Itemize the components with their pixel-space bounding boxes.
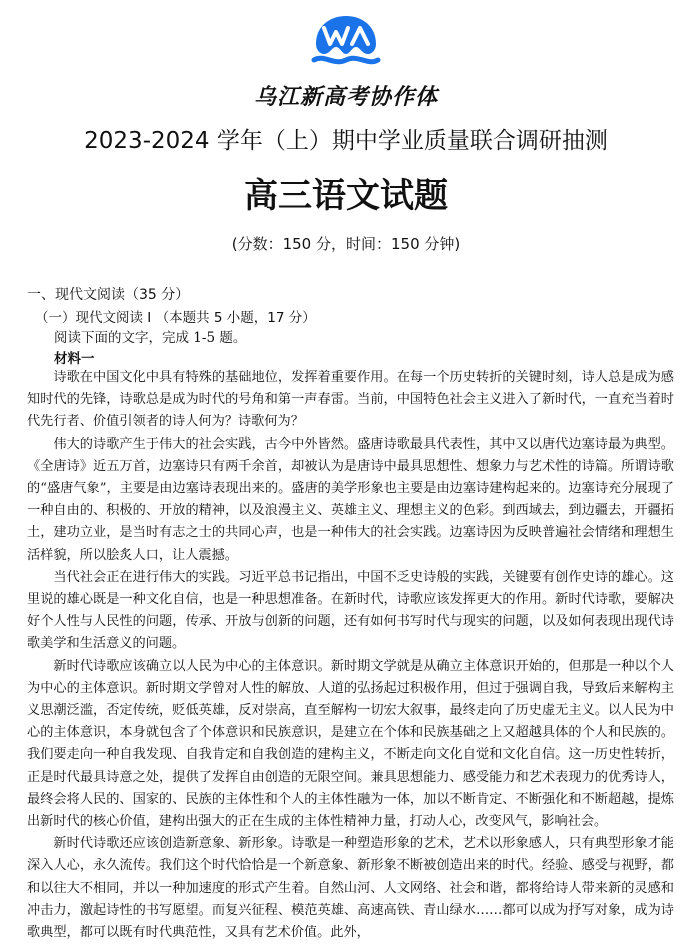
passage	[27, 367, 674, 944]
wujiang-logo-icon	[310, 14, 382, 74]
exam-title: 2023-2024 学年（上）期中学业质量联合调研抽测	[84, 128, 608, 154]
instruction: 阅读下面的文字，完成 1-5 题。	[54, 330, 247, 346]
paragraph: 新时代诗歌应该确立以人民为中心的主体意识。新时期文学就是从确立主体意识开始的，但那是一种以个人为中心的主体意识。新时期文学曾对人性的解放、人道的弘扬起过积极作用，但过于强调自我，导致后来解构主义思潮泛滥，否定传统，贬低英雄，反对崇高，直至解构一切宏大叙事，最终走向了历史虚无主义。以人民为中心的主体意识，本身就包含了个体意识和民族意识，是建立在个体和民族基础之上又超越具体的个人和民族的。我们要走向一种自我发现、自我肯定和自我创造的建构主义，不断走向文化自觉和文化自信。这一历史性转折，正是时代最具诗意之处，提供了发挥自由创造的无限空间。兼具思想能力、感受能力和艺术表现力的优秀诗人，最终会将人民的、国家的、民族的主体性和个人的主体性融为一体，加以不断肯定、不断强化和不断超越，提炼出新时代的核心价值，建构出强大的正在生成的主体性精神力量，打动人心，改变风气，影响社会。	[27, 658, 674, 830]
score-info: (分数：150 分，时间：150 分钟)	[231, 235, 461, 253]
logo	[310, 14, 382, 74]
paragraph: 当代社会正在进行伟大的实践。习近平总书记指出，中国不乏史诗般的实践，关键要有创作史诗的雄心。这里说的雄心既是一种文化自信，也是一种思想准备。在新时代，诗歌应该发挥更大的作用。新时代诗歌，要解决好个人性与人民性的问题，传承、开放与创新的问题，还有如何书写时代与现实的问题，以及如何表现出现代诗歌美学和生活意义的问题。	[27, 569, 674, 652]
section-title: 一、现代文阅读（35 分）	[27, 287, 190, 303]
material-label: 材料一	[54, 351, 95, 367]
paragraph: 诗歌在中国文化中具有特殊的基础地位，发挥着重要作用。在每一个历史转折的关键时刻，诗人总是成为感知时代的先锋，诗歌总是成为时代的号角和第一声春雷。当前，中国特色社会主义进入了新时代，一直充当着时代先行者、价值引领者的诗人何为？诗歌何为？	[27, 370, 674, 430]
brand-name: 乌江新高考协作体	[253, 85, 438, 110]
subject-title: 高三语文试题	[244, 176, 448, 216]
subsection-title: （一）现代文阅读 I （本题共 5 小题，17 分）	[35, 310, 316, 326]
paragraph: 伟大的诗歌产生于伟大的社会实践，古今中外皆然。盛唐诗歌最具代表性，其中又以唐代边塞诗最为典型。《全唐诗》近五万首，边塞诗只有两千余首，却被认为是唐诗中最具思想性、想象力与艺术性的诗篇。所谓诗歌的“盛唐气象”，主要是由边塞诗表现出来的。盛唐的美学形象也主要是由边塞诗建构起来的。边塞诗充分展现了一种自由的、积极的、开放的精神，以及浪漫主义、英雄主义、理想主义的色彩。到西域去，到边疆去，开疆拓土，建功立业，是当时有志之士的共同心声，也是一种伟大的社会实践。边塞诗因为反映普遍社会情绪和理想生活样貌，所以脍炙人口，让人震撼。	[27, 436, 674, 563]
paragraph: 新时代诗歌还应该创造新意象、新形象。诗歌是一种塑造形象的艺术，艺术以形象感人，只有典型形象才能深入人心，永久流传。我们这个时代恰恰是一个新意象、新形象不断被创造出来的时代。经验、感受与视野，都和以往大不相同，并以一种加速度的形式产生着。自然山河、人文网络、社会和谐，都将给诗人带来新的灵感和冲击力，激起诗性的书写愿望。而复兴征程、模范英雄、高速高铁、青山绿水……都可以成为抒写对象，成为诗歌典型，都可以既有时代典范性，又具有艺术价值。此外，	[27, 836, 674, 941]
